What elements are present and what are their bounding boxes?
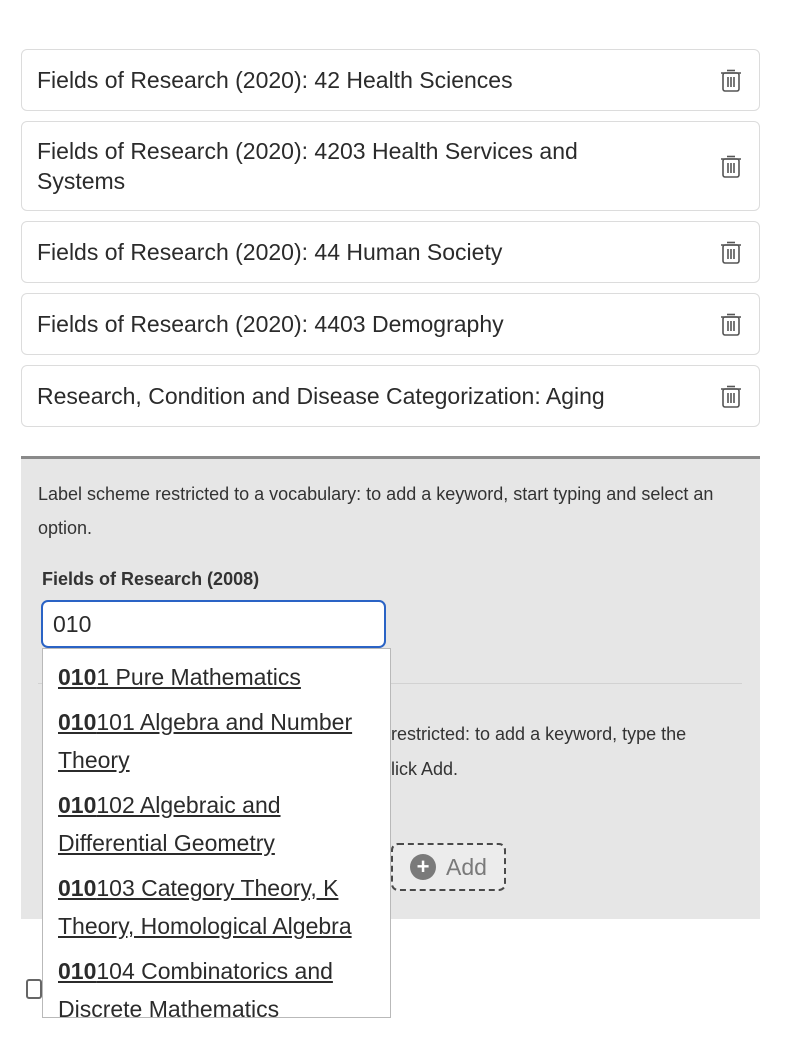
trash-icon[interactable]: [719, 239, 743, 265]
option-rest: 104 Combinatorics and Discrete Mathematics: [58, 958, 333, 1018]
plus-circle-icon: +: [410, 854, 436, 880]
trash-icon[interactable]: [719, 153, 743, 179]
trash-icon[interactable]: [719, 67, 743, 93]
option-match: 010: [58, 709, 97, 735]
keyword-label: Fields of Research (2020): 42 Health Sciences: [37, 67, 513, 93]
option-match: 010: [58, 664, 97, 690]
free-text-instructions-line-2: lick Add.: [391, 759, 459, 779]
option-rest: 103 Category Theory, K Theory, Homological Algebra: [58, 875, 352, 939]
vocabulary-search-input[interactable]: [41, 600, 386, 648]
option-rest: 102 Algebraic and Differential Geometry: [58, 792, 281, 856]
keyword-card: [21, 221, 760, 283]
free-text-instructions-line-1: restricted: to add a keyword, type the: [391, 724, 687, 744]
trash-icon[interactable]: [719, 311, 743, 337]
option-rest: 101 Algebra and Number Theory: [58, 709, 353, 773]
keyword-list: [21, 49, 760, 437]
option-rest: 1 Pure Mathematics: [96, 664, 301, 690]
keyword-card: [21, 121, 760, 211]
autocomplete-option[interactable]: [43, 786, 378, 862]
keyword-label: Fields of Research (2020): 4203 Health Services and Systems: [37, 138, 578, 194]
keyword-label: Fields of Research (2020): 44 Human Society: [37, 239, 503, 265]
option-match: 010: [58, 792, 97, 818]
keyword-card: [21, 365, 760, 427]
keyword-card: [21, 49, 760, 111]
autocomplete-option[interactable]: [43, 952, 378, 1018]
add-button-label: Add: [446, 853, 487, 880]
autocomplete-option[interactable]: [43, 703, 378, 779]
keyword-label: Research, Condition and Disease Categorization: Aging: [37, 383, 605, 409]
option-match: 010: [58, 958, 97, 984]
autocomplete-dropdown: [42, 648, 391, 1018]
keyword-label: Fields of Research (2020): 4403 Demography: [37, 311, 504, 337]
option-match: 010: [58, 875, 97, 901]
vocabulary-instructions: Label scheme restricted to a vocabulary: to add a keyword, start typing and select an option.: [38, 484, 714, 538]
checkbox[interactable]: [26, 979, 42, 999]
autocomplete-option[interactable]: [43, 869, 378, 945]
autocomplete-option[interactable]: [43, 658, 378, 696]
field-label: Fields of Research (2008): [42, 569, 260, 589]
keyword-card: [21, 293, 760, 355]
trash-icon[interactable]: [719, 383, 743, 409]
add-button[interactable]: [391, 843, 506, 891]
